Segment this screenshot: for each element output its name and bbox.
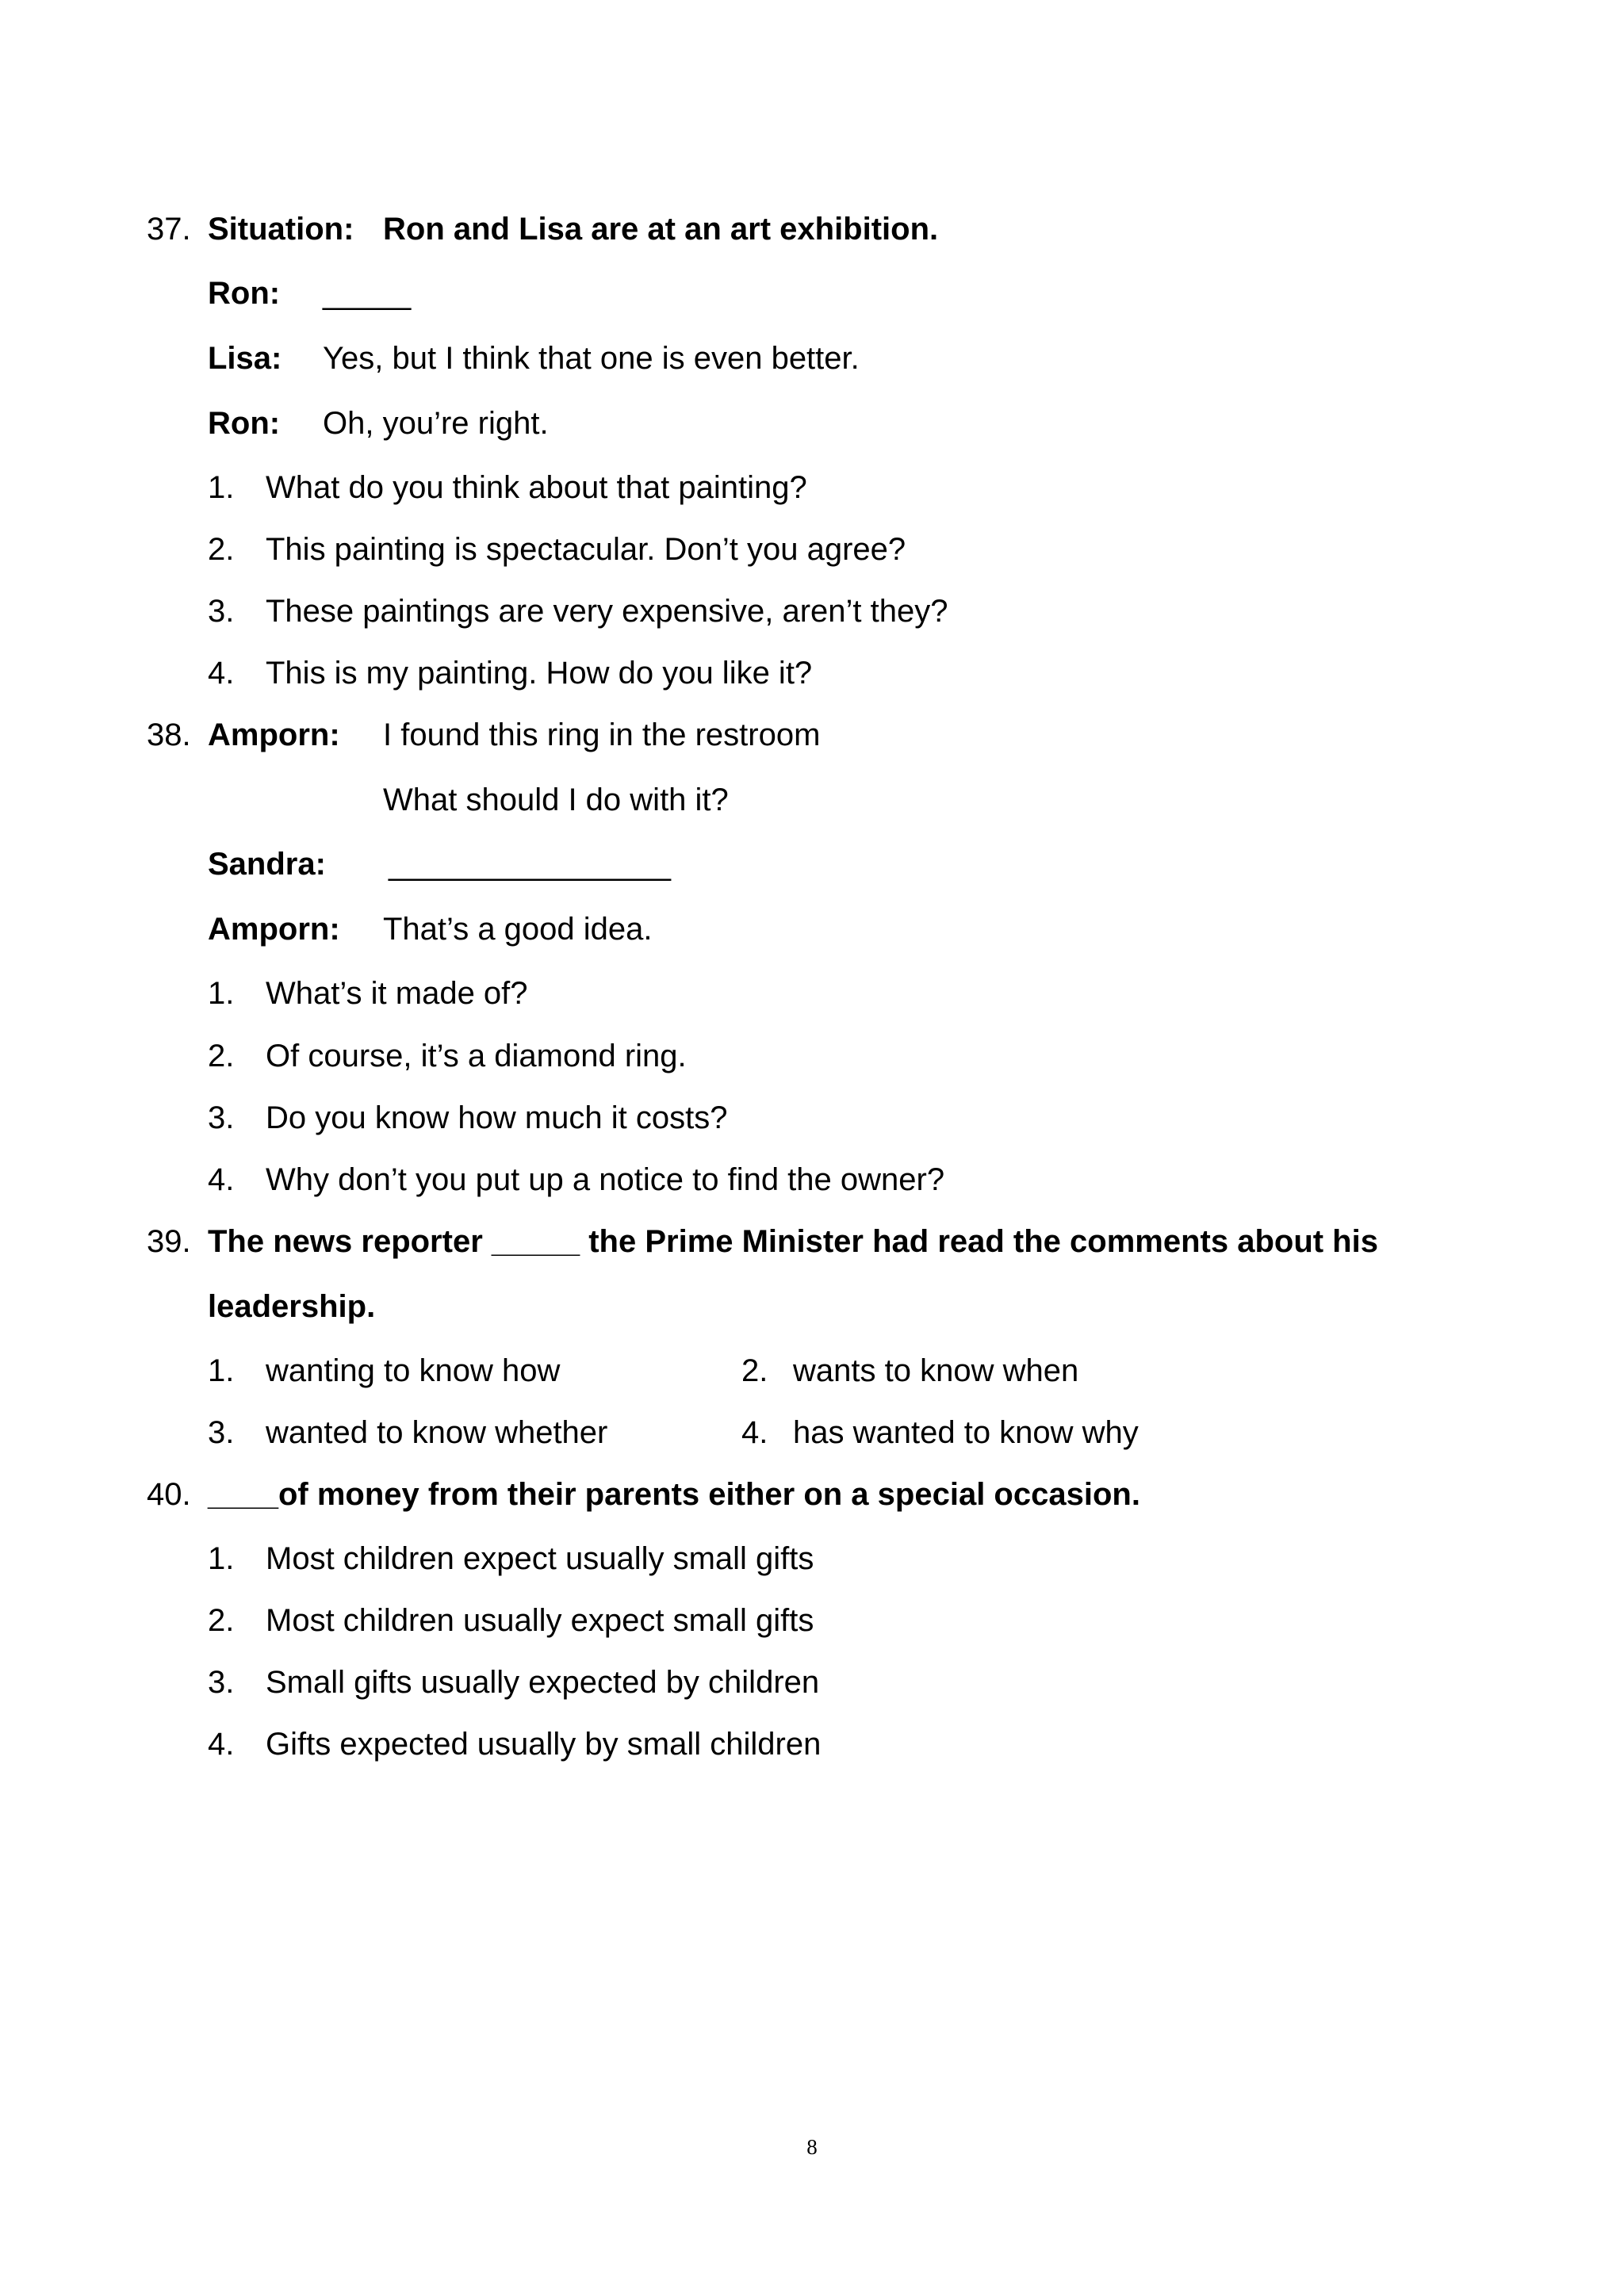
- q37-dialogue-speaker: Lisa:: [208, 341, 282, 376]
- page-number: 8: [806, 2135, 818, 2159]
- q37-option-number: 3.: [208, 594, 235, 629]
- q37-option-text: What do you think about that painting?: [266, 470, 807, 505]
- q38-option-text: Do you know how much it costs?: [266, 1100, 728, 1135]
- q39-option-text: wants to know when: [793, 1353, 1079, 1388]
- q37-dialogue-line: Oh, you’re right.: [323, 406, 549, 441]
- q37-option-text: These paintings are very expensive, aren’t they?: [266, 594, 948, 629]
- q38-option-text: Of course, it’s a diamond ring.: [266, 1039, 687, 1073]
- q37-dialogue-line: Yes, but I think that one is even better.: [323, 341, 860, 376]
- question-37-situation-label: Situation:: [208, 212, 354, 247]
- q38-option-number: 3.: [208, 1100, 235, 1135]
- q38-option-number: 2.: [208, 1039, 235, 1073]
- q40-option-text: Gifts expected usually by small children: [266, 1727, 822, 1762]
- q40-option-text: Most children usually expect small gifts: [266, 1603, 814, 1638]
- q39-option-text: wanted to know whether: [266, 1415, 608, 1450]
- question-39-stem-continued: leadership.: [208, 1289, 376, 1324]
- q37-option-text: This is my painting. How do you like it?: [266, 656, 813, 691]
- q37-option-number: 2.: [208, 532, 235, 567]
- q40-option-number: 2.: [208, 1603, 235, 1638]
- q40-option-text: Most children expect usually small gifts: [266, 1541, 814, 1576]
- question-39-stem: The news reporter _____ the Prime Minister had read the comments about his: [208, 1224, 1378, 1259]
- q37-dialogue-speaker: Ron:: [208, 406, 281, 441]
- q38-dialogue-blank: ________________: [389, 847, 671, 882]
- q40-option-number: 1.: [208, 1541, 235, 1576]
- q37-option-number: 1.: [208, 470, 235, 505]
- q40-option-number: 4.: [208, 1727, 235, 1762]
- q38-option-text: Why don’t you put up a notice to find the owner?: [266, 1162, 945, 1197]
- q37-option-number: 4.: [208, 656, 235, 691]
- q39-option-number: 3.: [208, 1415, 235, 1450]
- q38-dialogue-speaker: Amporn:: [208, 718, 340, 752]
- q38-dialogue-line-continued: What should I do with it?: [383, 783, 729, 817]
- q38-dialogue-speaker: Amporn:: [208, 912, 340, 947]
- question-37-situation: Ron and Lisa are at an art exhibition.: [383, 212, 939, 247]
- question-40-stem: ____of money from their parents either on a special occasion.: [208, 1477, 1140, 1512]
- q37-dialogue-speaker: Ron:: [208, 276, 281, 311]
- q38-option-number: 1.: [208, 976, 235, 1011]
- q40-option-text: Small gifts usually expected by children: [266, 1665, 820, 1700]
- question-39-number: 39.: [147, 1224, 191, 1259]
- question-38-number: 38.: [147, 718, 191, 752]
- q38-dialogue-line: That’s a good idea.: [383, 912, 653, 947]
- q40-option-number: 3.: [208, 1665, 235, 1700]
- q38-option-number: 4.: [208, 1162, 235, 1197]
- q38-dialogue-speaker: Sandra:: [208, 847, 326, 882]
- q39-option-number: 4.: [741, 1415, 768, 1450]
- q38-option-text: What’s it made of?: [266, 976, 528, 1011]
- question-40-number: 40.: [147, 1477, 191, 1512]
- q39-option-text: has wanted to know why: [793, 1415, 1139, 1450]
- question-37-number: 37.: [147, 212, 191, 247]
- q39-option-number: 1.: [208, 1353, 235, 1388]
- q39-option-text: wanting to know how: [266, 1353, 561, 1388]
- q37-option-text: This painting is spectacular. Don’t you agree?: [266, 532, 906, 567]
- q39-option-number: 2.: [741, 1353, 768, 1388]
- q38-dialogue-line: I found this ring in the restroom: [383, 718, 821, 752]
- q37-dialogue-blank: _____: [323, 276, 412, 311]
